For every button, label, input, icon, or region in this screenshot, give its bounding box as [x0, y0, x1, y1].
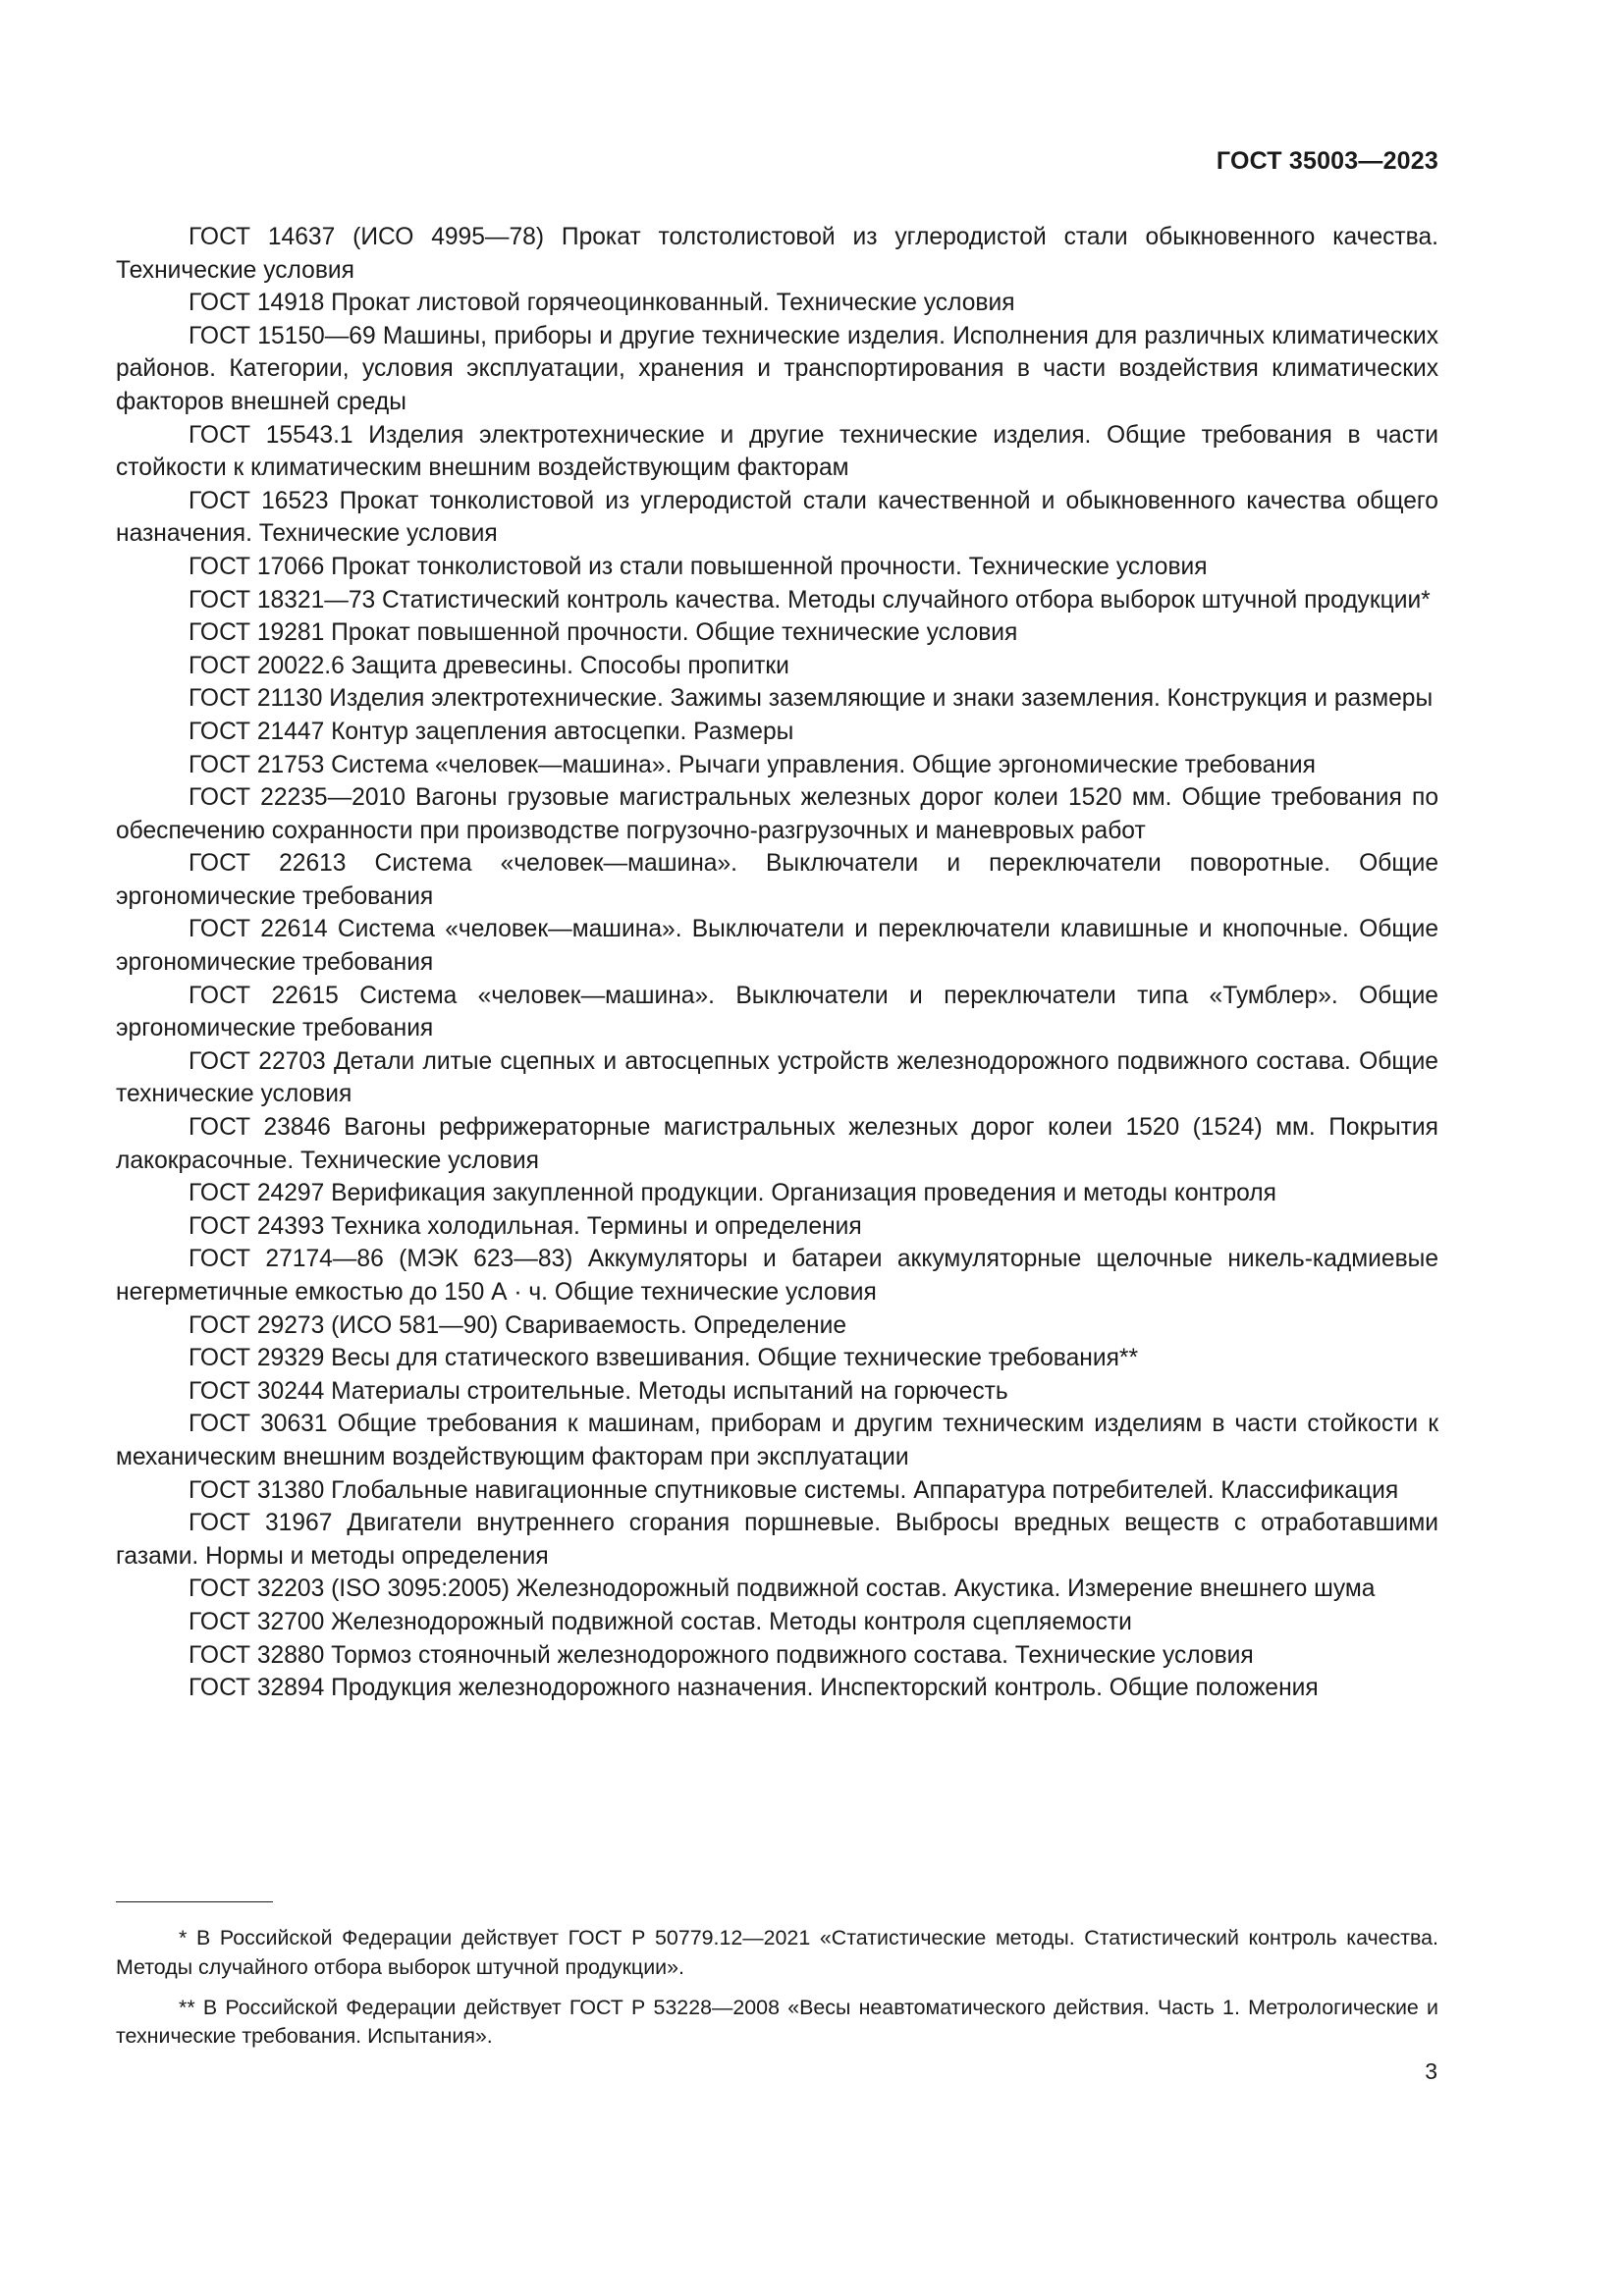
page-number: 3	[1425, 2058, 1437, 2084]
reference-item: ГОСТ 20022.6 Защита древесины. Способы пропитки	[189, 652, 789, 679]
reference-item: ГОСТ 24393 Техника холодильная. Термины и определения	[189, 1212, 862, 1240]
reference-item: ГОСТ 14637 (ИСО 4995—78) Прокат толстолистовой из углеродистой стали обыкновенного качества. Технические условия	[116, 224, 1438, 284]
reference-item: ГОСТ 29273 (ИСО 581—90) Свариваемость. Определение	[189, 1311, 847, 1339]
reference-item: ГОСТ 22235—2010 Вагоны грузовые магистральных железных дорог колеи 1520 мм. Общие требования по обеспечению сохранности при производстве погрузочно-разгрузочных и маневровых работ	[116, 784, 1438, 844]
reference-item: ГОСТ 19281 Прокат повышенной прочности. Общие технические условия	[189, 619, 1018, 647]
reference-item: ГОСТ 32894 Продукция железнодорожного назначения. Инспекторский контроль. Общие положения	[189, 1675, 1319, 1702]
footnotes	[116, 1924, 1438, 2062]
reference-item: ГОСТ 32203 (ISO 3095:2005) Железнодорожный подвижной состав. Акустика. Измерение внешнего шума	[189, 1575, 1376, 1603]
reference-item: ГОСТ 21753 Система «человек—машина». Рычаги управления. Общие эргономические требования	[189, 751, 1316, 778]
reference-item: ГОСТ 29329 Весы для статического взвешивания. Общие технические требования**	[189, 1345, 1139, 1372]
reference-item: ГОСТ 23846 Вагоны рефрижераторные магистральных железных дорог колеи 1520 (1524) мм. Покрытия лакокрасочные. Технические условия	[116, 1114, 1438, 1174]
reference-item: ГОСТ 18321—73 Статистический контроль качества. Методы случайного отбора выборок штучной продукции*	[189, 586, 1431, 614]
reference-item: ГОСТ 22703 Детали литые сцепных и автосцепных устройств железнодорожного подвижного состава. Общие технические условия	[116, 1047, 1438, 1108]
reference-item: ГОСТ 15543.1 Изделия электротехнические и другие технические изделия. Общие требования в части стойкости к климатическим внешним воздействующим факторам	[116, 421, 1438, 482]
reference-item: ГОСТ 22614 Система «человек—машина». Выключатели и переключатели клавишные и кнопочные. Общие эргономические требования	[116, 916, 1438, 977]
page-header-doc-id: ГОСТ 35003—2023	[1216, 147, 1438, 175]
reference-item: ГОСТ 24297 Верификация закупленной продукции. Организация проведения и методы контроля	[189, 1180, 1276, 1207]
reference-item: ГОСТ 22613 Система «человек—машина». Выключатели и переключатели поворотные. Общие эргономические требования	[116, 850, 1438, 910]
footnote-item: * В Российской Федерации действует ГОСТ Р 50779.12—2021 «Статистические методы. Статистический контроль качества. Методы случайного отбора выборок штучной продукции».	[116, 1926, 1438, 1979]
reference-item: ГОСТ 27174—86 (МЭК 623—83) Аккумуляторы и батареи аккумуляторные щелочные никель-кадмиевые негерметичные емкостью до 150 А · ч. Общие технические условия	[116, 1246, 1438, 1306]
reference-item: ГОСТ 17066 Прокат тонколистовой из стали повышенной прочности. Технические условия	[189, 553, 1208, 580]
reference-item: ГОСТ 30631 Общие требования к машинам, приборам и другим техническим изделиям в части стойкости к механическим внешним воздействующим факторам при эксплуатации	[116, 1411, 1438, 1470]
normative-references-list	[116, 221, 1438, 1705]
reference-item: ГОСТ 32700 Железнодорожный подвижной состав. Методы контроля сцепляемости	[189, 1608, 1132, 1635]
reference-item: ГОСТ 15150—69 Машины, приборы и другие технические изделия. Исполнения для различных климатических районов. Категории, условия эксплуатации, хранения и транспортирования в части воздействия климатических факторов внешней среды	[116, 322, 1438, 415]
reference-item: ГОСТ 16523 Прокат тонколистовой из углеродистой стали качественной и обыкновенного качества общего назначения. Технические условия	[116, 487, 1438, 548]
reference-item: ГОСТ 31967 Двигатели внутреннего сгорания поршневые. Выбросы вредных веществ с отработавшими газами. Нормы и методы определения	[116, 1510, 1438, 1570]
reference-item: ГОСТ 22615 Система «человек—машина». Выключатели и переключатели типа «Тумблер». Общие эргономические требования	[116, 982, 1438, 1042]
reference-item: ГОСТ 21130 Изделия электротехнические. Зажимы заземляющие и знаки заземления. Конструкция и размеры	[189, 685, 1434, 713]
reference-item: ГОСТ 21447 Контур зацепления автосцепки. Размеры	[189, 718, 794, 745]
footnote-item: ** В Российской Федерации действует ГОСТ Р 53228—2008 «Весы неавтоматического действия. Часть 1. Метрологические и технические требования. Испытания».	[116, 1995, 1438, 2049]
reference-item: ГОСТ 32880 Тормоз стояночный железнодорожного подвижного состава. Технические условия	[189, 1641, 1254, 1669]
reference-item: ГОСТ 30244 Материалы строительные. Методы испытаний на горючесть	[189, 1377, 1008, 1405]
reference-item: ГОСТ 14918 Прокат листовой горячеоцинкованный. Технические условия	[189, 290, 1015, 317]
reference-item: ГОСТ 31380 Глобальные навигационные спутниковые системы. Аппаратура потребителей. Классификация	[189, 1476, 1399, 1504]
footnote-divider	[116, 1901, 273, 1902]
